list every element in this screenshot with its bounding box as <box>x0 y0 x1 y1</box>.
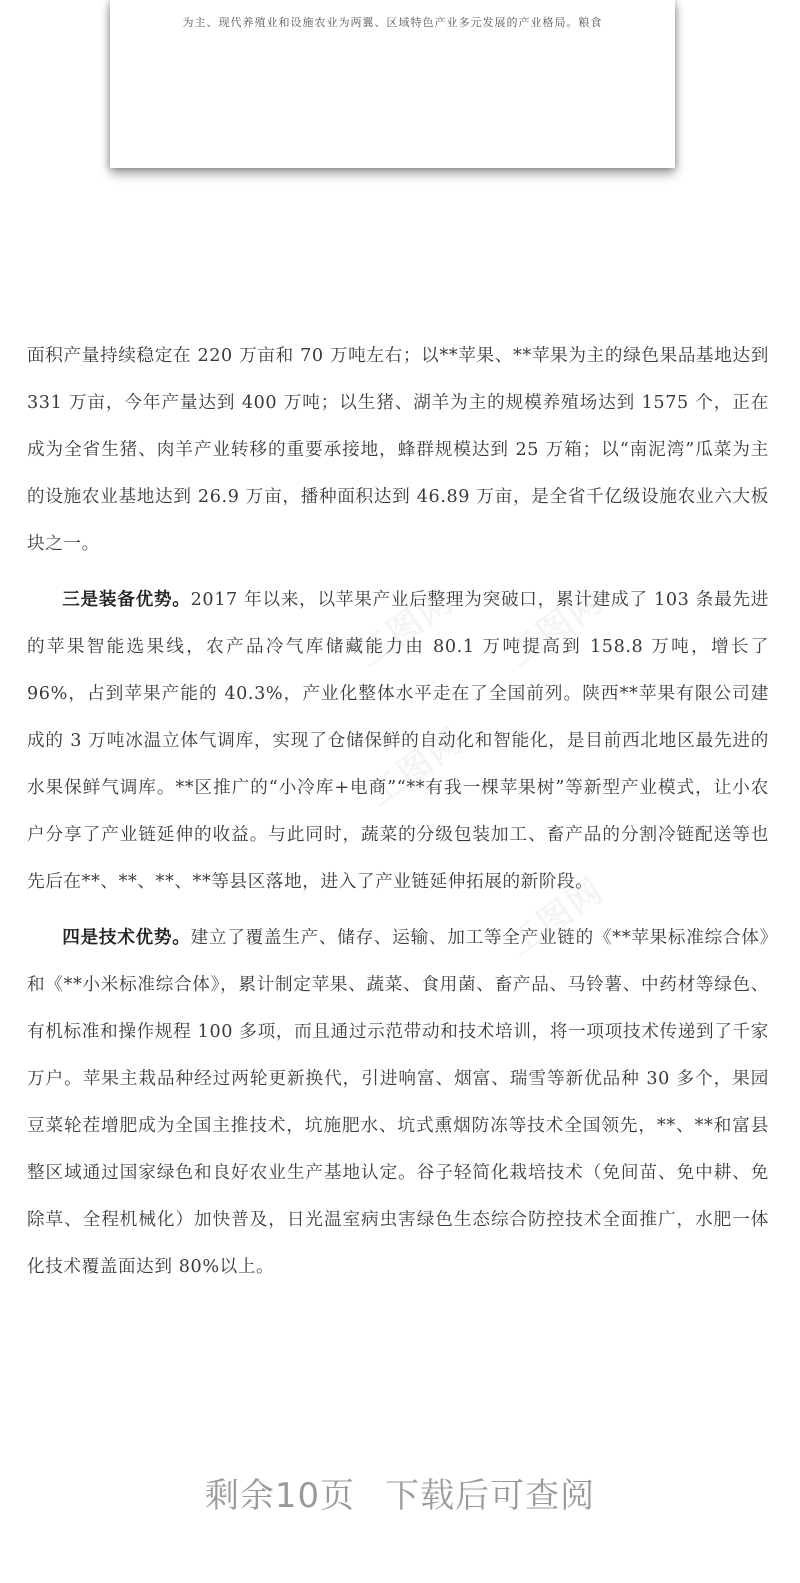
paragraph-3 <box>27 914 769 1291</box>
paragraph-2-heading: 三是装备优势。 <box>62 589 191 610</box>
document-preview-card <box>110 0 675 168</box>
paragraph-2-text: 2017 年以来，以苹果产业后整理为突破口，累计建成了 103 条最先进的苹果智能选果线，农产品冷气库储藏能力由 80.1 万吨提高到 158.8 万吨，增长了 96%，占到苹果产能的 40.3%，产业化整体水平走在了全国前列。陕西**苹果有限公司建成的 3 万吨冰温立体气调库，实现了仓储保鲜的自动化和智能化，是目前西北地区最先进的水果保鲜气调库。**区推广的“小冷库+电商”“**有我一棵苹果树”等新型产业模式，让小农户分享了产业链延伸的收益。与此同时，蔬菜的分级包装加工、畜产品的分割冷链配送等也先后在**、**、**、**等县区落地，进入了产业链延伸拓展的新阶段。 <box>27 590 769 892</box>
download-prompt[interactable] <box>0 1468 800 1517</box>
download-to-view-label[interactable]: 下载后可查阅 <box>385 1476 596 1516</box>
paragraph-2 <box>27 576 769 906</box>
paragraph-1-text: 面积产量持续稳定在 220 万亩和 70 万吨左右；以**苹果、**苹果为主的绿色果品基地达到 331 万亩，今年产量达到 400 万吨；以生猪、湖羊为主的规模养殖场达到 1575 个，正在成为全省生猪、肉羊产业转移的重要承接地，蜂群规模达到 25 万箱；以“南泥湾”瓜菜为主的设施农业基地达到 26.9 万亩，播种面积达到 46.89 万亩，是全省千亿级设施农业六大板块之一。 <box>27 346 769 554</box>
document-body <box>27 333 769 1291</box>
remaining-pages-label: 剩余10页 <box>204 1476 356 1516</box>
paragraph-1 <box>27 333 769 568</box>
paragraph-3-text: 建立了覆盖生产、储存、运输、加工等全产业链的《**苹果标准综合体》和《**小米标准综合体》，累计制定苹果、蔬菜、食用菌、畜产品、马铃薯、中药材等绿色、有机标准和操作规程 100 多项，而且通过示范带动和技术培训，将一项项技术传递到了千家万户。苹果主栽品种经过两轮更新换代，引进响富、烟富、瑞雪等新优品种 30 多个，果园豆菜轮茬增肥成为全国主推技术，坑施肥水、坑式熏烟防冻等技术全国领先，**、**和富县整区域通过国家绿色和良好农业生产基地认定。谷子轻简化栽培技术（免间苗、免中耕、免除草、全程机械化）加快普及，日光温室病虫害绿色生态综合防控技术全面推广，水肥一体化技术覆盖面达到 80%以上。 <box>27 928 769 1277</box>
preview-text: 为主、现代养殖业和设施农业为两翼、区域特色产业多元发展的产业格局。粮食 <box>182 16 603 29</box>
paragraph-3-heading: 四是技术优势。 <box>62 927 191 948</box>
